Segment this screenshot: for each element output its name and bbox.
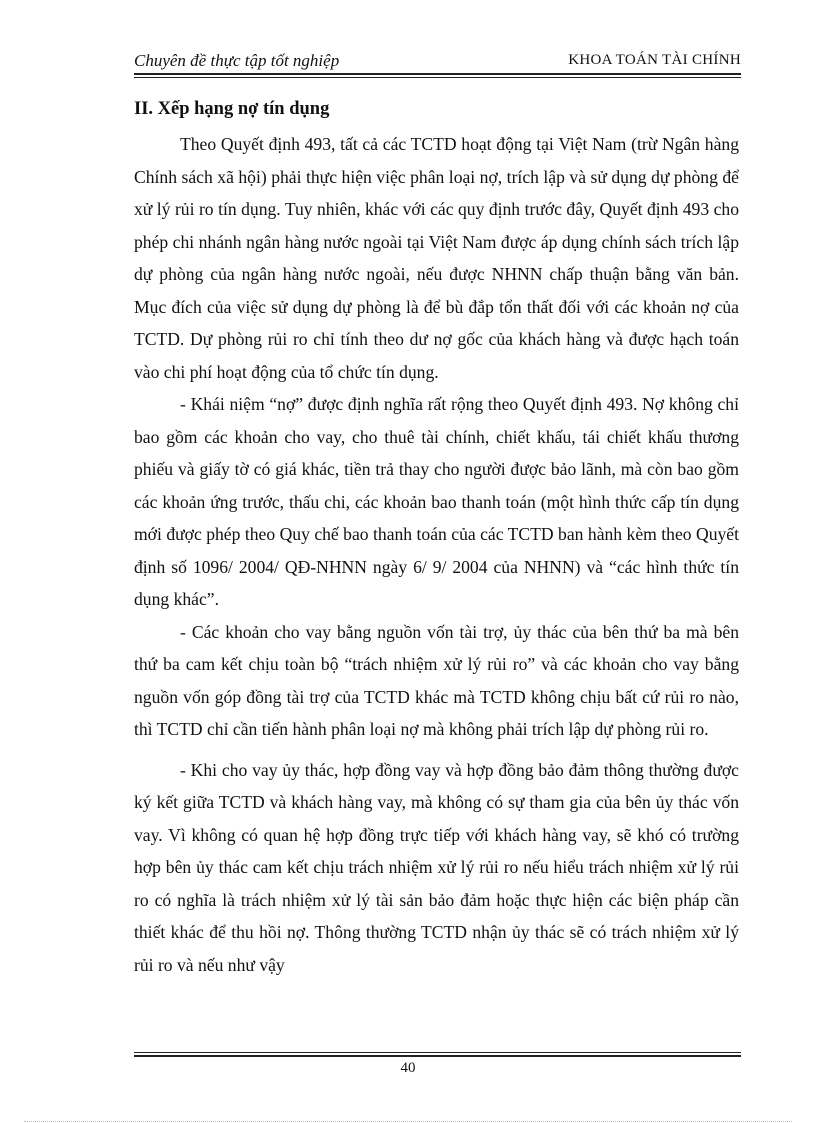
paragraph-debt-definition: - Khái niệm “nợ” được định nghĩa rất rộng theo Quyết định 493. Nợ không chỉ bao gồm các khoản cho vay, cho thuê tài chính, chiết khấu, tái chiết khấu thương phiếu và giấy tờ có giá khác, tiền trả thay cho người được bảo lãnh, mà còn bao gồm các khoản ứng trước, thấu chi, các khoản bao thanh toán (một hình thức cấp tín dụng mới được phép theo Quy chế bao thanh toán của các TCTD ban hành kèm theo Quyết định số 1096/ 2004/ QĐ-NHNN ngày 6/ 9/ 2004 của NHNN) và “các hình thức tín dụng khác”. (134, 394, 739, 609)
page-header (134, 49, 741, 73)
header-faculty: KHOA TOÁN TÀI CHÍNH (568, 52, 741, 68)
paragraph-entrusted-lending: - Khi cho vay ủy thác, hợp đồng vay và hợp đồng bảo đảm thông thường được ký kết giữa TCTD và khách hàng vay, mà không có sự tham gia của bên ủy thác vốn vay. Vì không có quan hệ hợp đồng trực tiếp với khách hàng vay, sẽ khó có trường hợp bên ủy thác cam kết chịu trách nhiệm xử lý rủi ro nếu hiểu trách nhiệm xử lý rủi ro có nghĩa là trách nhiệm xử lý tài sản bảo đảm hoặc thực hiện các biện pháp cần thiết khác để thu hồi nợ. Thông thường TCTD nhận ủy thác sẽ có trách nhiệm xử lý rủi ro và nếu như vậy (134, 759, 739, 975)
page-edge-divider (24, 1121, 792, 1122)
header-rule-thick (134, 73, 741, 75)
page-number: 40 (400, 1060, 416, 1076)
body-content (134, 94, 739, 981)
header-course-title: Chuyên đề thực tập tốt nghiệp (134, 51, 340, 70)
section-title: II. Xếp hạng nợ tín dụng (134, 99, 330, 119)
paragraph-third-party-funds: - Các khoản cho vay bằng nguồn vốn tài trợ, ủy thác của bên thứ ba mà bên thứ ba cam kết chịu toàn bộ “trách nhiệm xử lý rủi ro” và các khoản cho vay bằng nguồn vốn góp đồng tài trợ của TCTD khác mà TCTD không chịu bất cứ rủi ro nào, thì TCTD chỉ cần tiến hành phân loại nợ mà không phải trích lập dự phòng rủi ro. (134, 621, 739, 739)
paragraph-intro: Theo Quyết định 493, tất cả các TCTD hoạt động tại Việt Nam (trừ Ngân hàng Chính sách xã hội) phải thực hiện việc phân loại nợ, trích lập và sử dụng dự phòng để xử lý rủi ro tín dụng. Tuy nhiên, khác với các quy định trước đây, Quyết định 493 cho phép chi nhánh ngân hàng nước ngoài tại Việt Nam được áp dụng chính sách trích lập dự phòng của ngân hàng nước ngoài, nếu được NHNN chấp thuận bằng văn bản. Mục đích của việc sử dụng dự phòng là để bù đắp tổn thất đối với các khoản nợ của TCTD. Dự phòng rủi ro chỉ tính theo dư nợ gốc của khách hàng và được hạch toán vào chi phí hoạt động của tổ chức tín dụng. (134, 134, 739, 382)
footer-rule-thin (134, 1052, 741, 1053)
header-rule-thin (134, 77, 741, 78)
footer-rule-thick (134, 1055, 741, 1057)
